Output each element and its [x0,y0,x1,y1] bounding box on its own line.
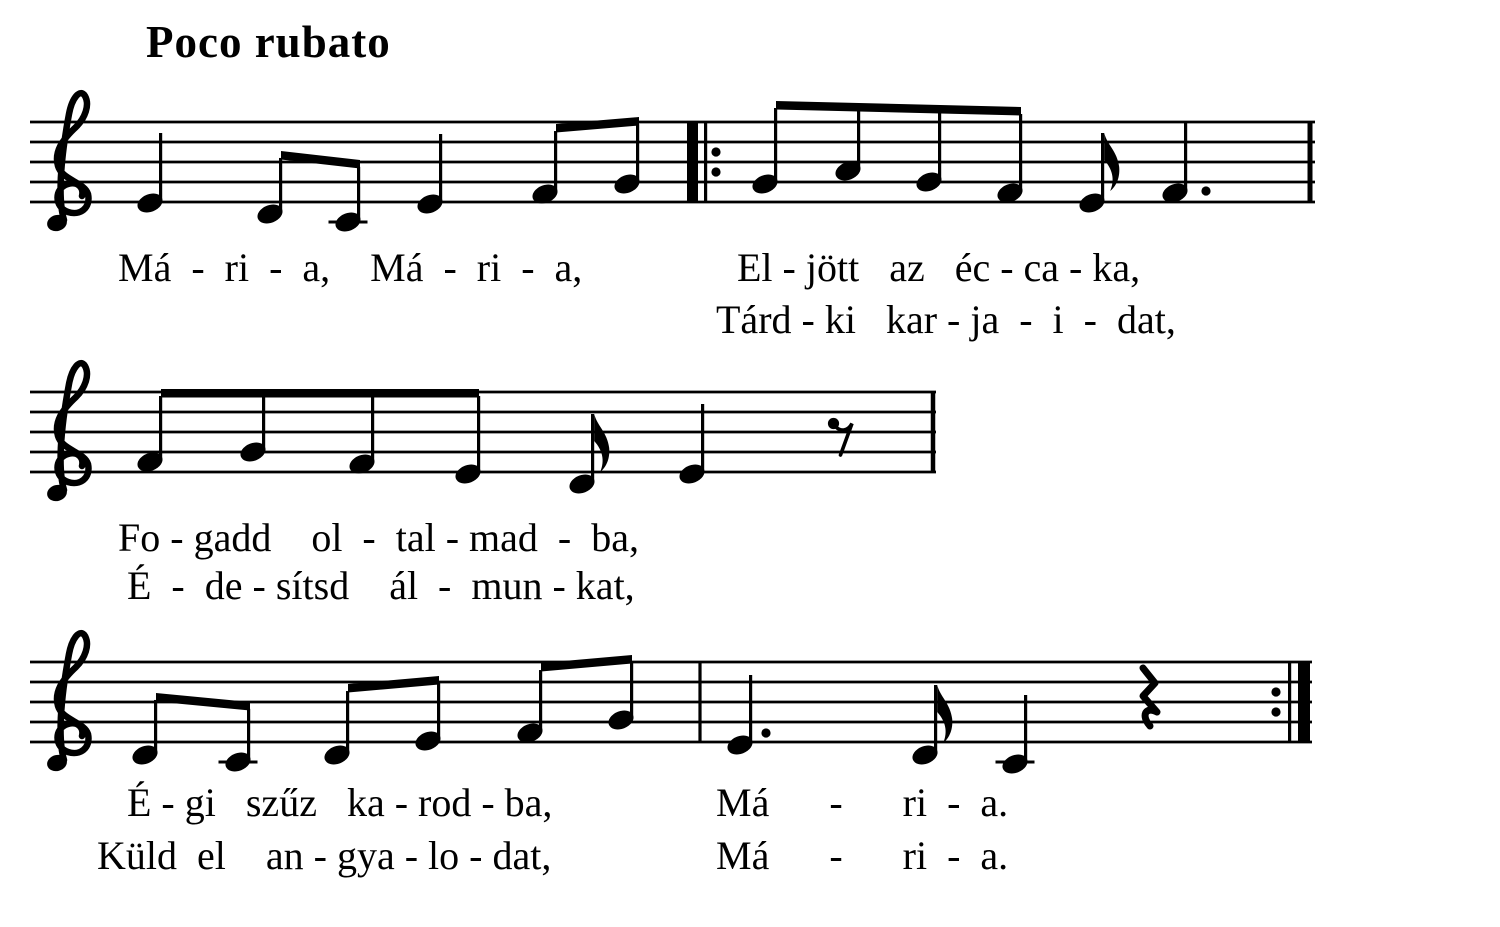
lyric-line-3: Fo - gadd ol - tal - mad - ba, [118,515,639,560]
lyric-line-4: É - de - sítsd ál - mun - kat, [127,563,635,608]
lyric-line-5: Má - ri - a. [716,780,1009,825]
lyric-line-6: Küld el an - gya - lo - dat, [97,833,552,878]
lyric-line-2: Tárd - ki kar - ja - i - dat, [716,297,1176,342]
lyric-line-1: Má - ri - a, Má - ri - a, [118,245,583,290]
lyric-line-6: Má - ri - a. [716,833,1009,878]
lyric-line-5: É - gi szűz ka - rod - ba, [127,780,553,825]
lyric-line-1: El - jött az éc - ca - ka, [737,245,1141,290]
tempo-marking: Poco rubato [146,17,391,67]
